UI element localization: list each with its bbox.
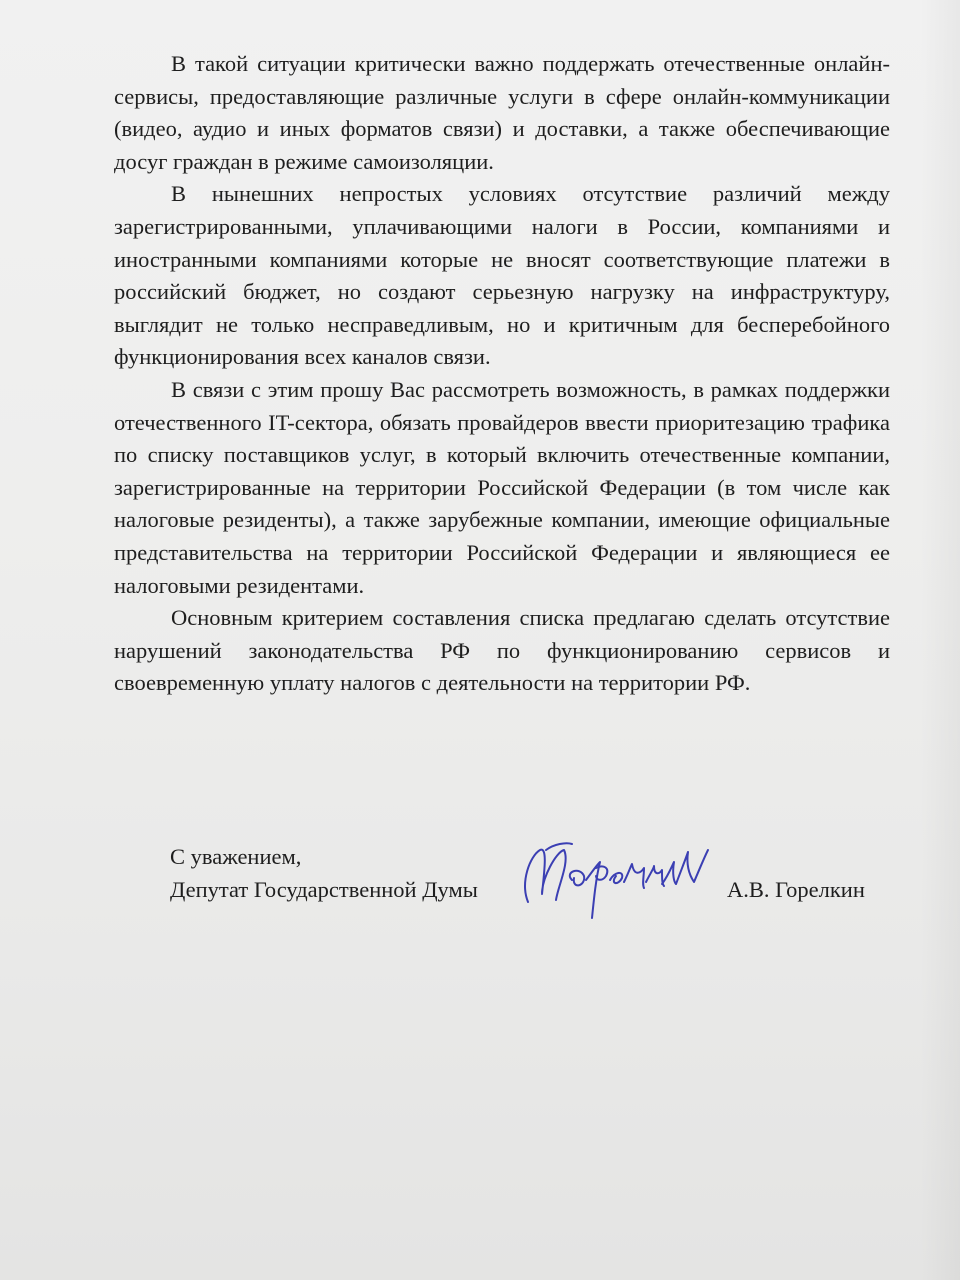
document-body — [114, 48, 890, 700]
paragraph-2: В нынешних непростых условиях отсутствие различий между зарегистрированными, уплачивающими налоги в России, компаниями и иностранными компаниями которые не вносят соответствующие платежи в российский бюджет, но создают серьезную нагрузку на инфраструктуру, выглядит не только несправедливым, но и критичным для бесперебойного функционирования всех каналов связи. — [114, 181, 890, 370]
paragraph-3: В связи с этим прошу Вас рассмотреть возможность, в рамках поддержки отечественного IT-сектора, обязать провайдеров ввести приоритезацию трафика по списку поставщиков услуг, в который включить отечественные компании, зарегистрированные на территории Российской Федерации (в том числе как налоговые резиденты), а также зарубежные компании, имеющие официальные представительства на территории Российской Федерации и являющиеся ее налоговыми резидентами. — [114, 376, 890, 598]
paragraph-4: Основным критерием составления списка предлагаю сделать отсутствие нарушений законодательства РФ по функционированию сервисов и своевременную уплату налогов с деятельности на территории РФ. — [114, 605, 890, 696]
paragraph-1: В такой ситуации критически важно поддержать отечественные онлайн-сервисы, предоставляющие различные услуги в сфере онлайн-коммуникации (видео, аудио и иных форматов связи) и доставки, а также обеспечивающие досуг граждан в режиме самоизоляции. — [114, 51, 890, 174]
salutation: С уважением, — [170, 844, 302, 869]
signer-position: Депутат Государственной Думы — [170, 877, 478, 902]
handwritten-signature — [512, 822, 722, 932]
signer-name: А.В. Горелкин — [727, 877, 865, 902]
page-shadow — [920, 0, 960, 1280]
closing-block — [170, 840, 478, 906]
